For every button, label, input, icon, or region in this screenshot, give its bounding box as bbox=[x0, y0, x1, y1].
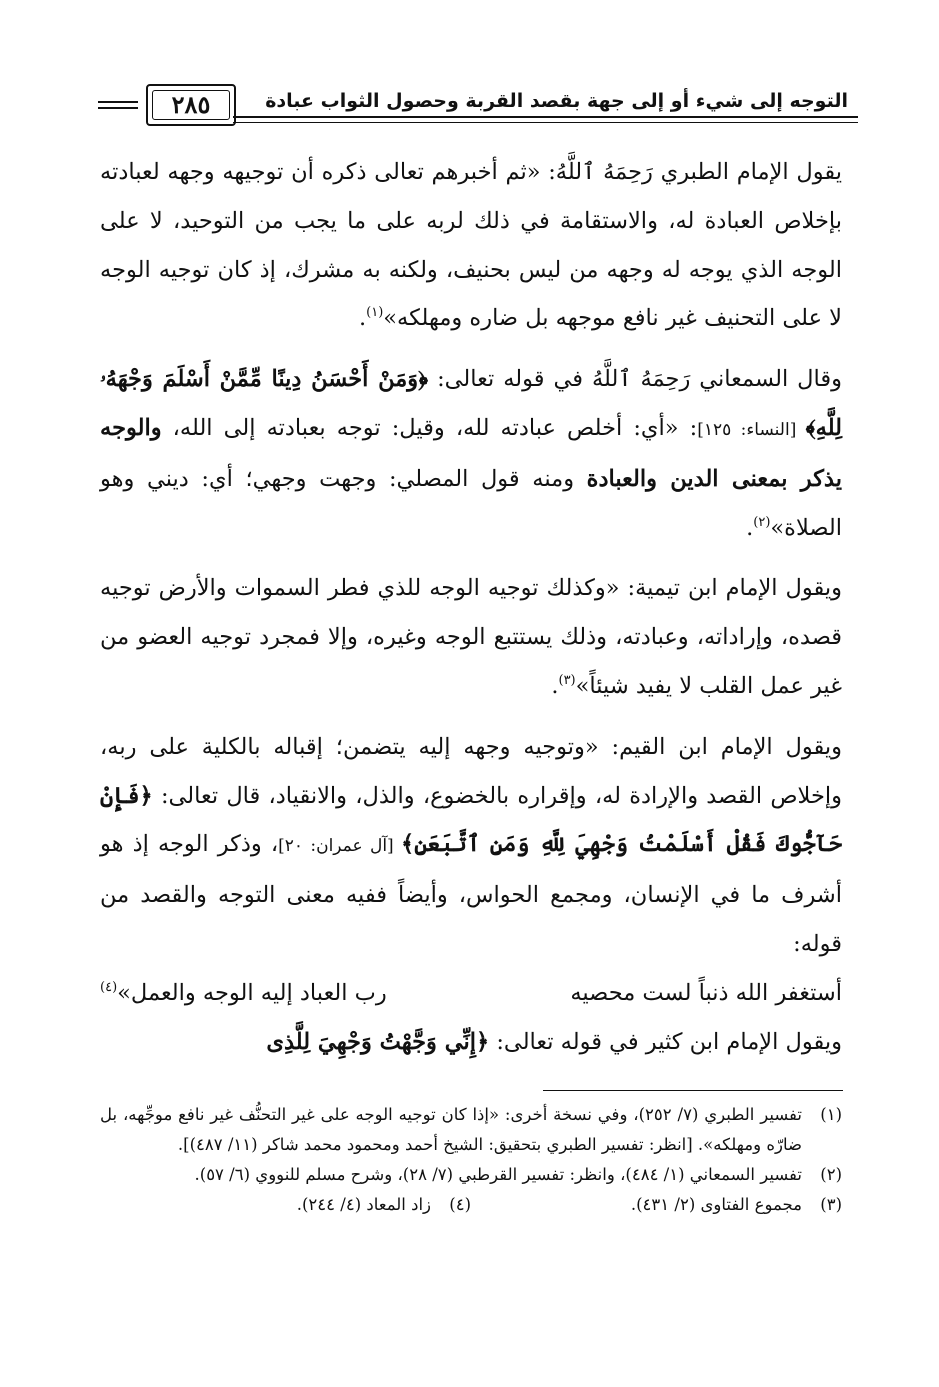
paragraph-text: ويقول الإمام ابن تيمية: «وكذلك توجيه الوجه للذي فطر السموات والأرض توجيه قصده، وإراداته، وعبادته، وذلك يستتبع الوجه وغيره، وإلا فمجرد توجيه العضو من غير عمل القلب لا يفيد شيئاً» bbox=[100, 575, 842, 699]
footnote-text: زاد المعاد (٤/ ٢٤٤). bbox=[296, 1195, 431, 1214]
poem-second-hemistich: رب العباد إليه الوجه والعمل» bbox=[117, 979, 387, 1006]
paragraph-tabari bbox=[100, 148, 842, 343]
verse-reference: [النساء: ١٢٥] bbox=[697, 419, 806, 440]
footnote-marker: (١) bbox=[366, 305, 384, 321]
quran-verse: ﴿فَإِنْ حَآجُّوكَ فَقُلْ أَسْلَمْتُ وَجْهِيَ لِلَّهِ وَمَنِ ٱتَّبَعَنِ﴾ bbox=[100, 782, 843, 858]
footnote-marker: (٣) bbox=[558, 672, 576, 688]
footnote-1 bbox=[100, 1100, 842, 1160]
running-header bbox=[98, 80, 858, 136]
page-number: ٢٨٥ bbox=[171, 90, 211, 119]
footnote-number: (٢) bbox=[820, 1165, 842, 1184]
poem-first-hemistich: أستغفر الله ذنباً لست محصيه bbox=[570, 979, 842, 1006]
bold-phrase: والوجه يذكر بمعنى الدين والعبادة bbox=[100, 414, 842, 492]
quran-verse: ﴿إِنِّي وَجَّهْتُ وَجْهِيَ لِلَّذِى bbox=[266, 1028, 490, 1055]
footnote-marker: (٤) bbox=[100, 979, 118, 995]
footnote-separator bbox=[543, 1090, 843, 1091]
poem-verse bbox=[100, 969, 842, 1018]
footnote-number: (٤) bbox=[449, 1195, 471, 1214]
footnote-text: مجموع الفتاوى (٢/ ٤٣١). bbox=[630, 1195, 802, 1214]
paragraph-end: . bbox=[746, 514, 754, 541]
paragraph-ibn-taymiyyah bbox=[100, 564, 842, 710]
main-text bbox=[100, 148, 842, 1066]
paragraph-text: وقال السمعاني رَحِمَهُ ٱللَّهُ في قوله تعالى: bbox=[428, 366, 842, 393]
paragraph-text: ومنه قول المصلي: وجهت وجهي؛ أي: ديني وهو الصلاة» bbox=[100, 465, 842, 541]
footnote-2 bbox=[100, 1160, 842, 1190]
paragraph-text: يقول الإمام الطبري رَحِمَهُ ٱللَّهُ: «ثم أخبرهم تعالى ذكره أن توجيهه وجهه لعبادته بإخلاص العبادة له، والاستقامة في ذلك لربه على ما يجب من التوحيد، لا على الوجه الذي يوجه له وجهه من ليس بحنيف، ولكنه به مشرك، إذ كان توجيه الوجه لا على التحنيف غير نافع موجهه بل ضاره ومهلكه» bbox=[100, 159, 842, 332]
paragraph-ibn-alqayyim bbox=[100, 723, 842, 969]
footnote-number: (١) bbox=[820, 1105, 842, 1124]
header-rule bbox=[233, 122, 858, 123]
paragraph-ibn-kathir bbox=[100, 1018, 842, 1067]
paragraph-text: ، وذكر الوجه إذ هو أشرف ما في الإنسان، ومجمع الحواس، وأيضاً ففيه معنى التوجه والقصد من قوله: bbox=[100, 831, 842, 957]
paragraph-samaani bbox=[100, 355, 842, 552]
quran-verse: ﴿وَمَنْ أَحْسَنُ دِينًا مِّمَّنْ أَسْلَمَ وَجْهَهُۥ لِلَّهِ﴾ bbox=[100, 366, 843, 441]
verse-reference: [آل عمران: ٢٠] bbox=[278, 836, 402, 857]
paragraph-text: ويقول الإمام ابن القيم: «وتوجيه وجهه إليه يتضمن؛ إقباله بالكلية على ربه، وإخلاص القصد والإرادة له، وإقراره بالخضوع، والذل، والانقياد، قال تعالى: bbox=[100, 733, 842, 809]
footnote-text: تفسير السمعاني (١/ ٤٨٤)، وانظر: تفسير القرطبي (٧/ ٢٨)، وشرح مسلم للنووي (٦/ ٥٧). bbox=[194, 1165, 802, 1184]
footnotes bbox=[100, 1100, 842, 1220]
footnote-text: تفسير الطبري (٧/ ٢٥٢)، وفي نسخة أخرى: «إذا كان توجيه الوجه على غير التحنُّف غير نافع موجِّهه، بل ضارّه ومهلكه». [انظر: تفسير الطبري بتحقيق: الشيخ أحمد ومحمود محمد شاكر (١١/ ٤٨٧)]. bbox=[100, 1105, 802, 1154]
paragraph-text: ويقول الإمام ابن كثير في قوله تعالى: bbox=[489, 1028, 842, 1055]
page-number-frame bbox=[146, 84, 236, 126]
paragraph-end: . bbox=[551, 672, 559, 699]
footnote-3 bbox=[471, 1190, 842, 1220]
paragraph-end: . bbox=[358, 305, 367, 332]
footnote-number: (٣) bbox=[820, 1195, 842, 1214]
page-number-ornament-line bbox=[98, 101, 138, 103]
page-number-ornament-line bbox=[98, 107, 138, 109]
header-rule bbox=[233, 116, 858, 118]
header-title: التوجه إلى شيء أو إلى جهة بقصد القربة وحصول الثواب عبادة bbox=[265, 90, 848, 112]
footnote-row-3-4 bbox=[100, 1190, 842, 1220]
footnote-4 bbox=[100, 1190, 471, 1220]
paragraph-text: : «أي: أخلص عبادته لله، وقيل: توجه بعبادته إلى الله، bbox=[161, 414, 698, 441]
footnote-marker: (٢) bbox=[753, 514, 771, 530]
